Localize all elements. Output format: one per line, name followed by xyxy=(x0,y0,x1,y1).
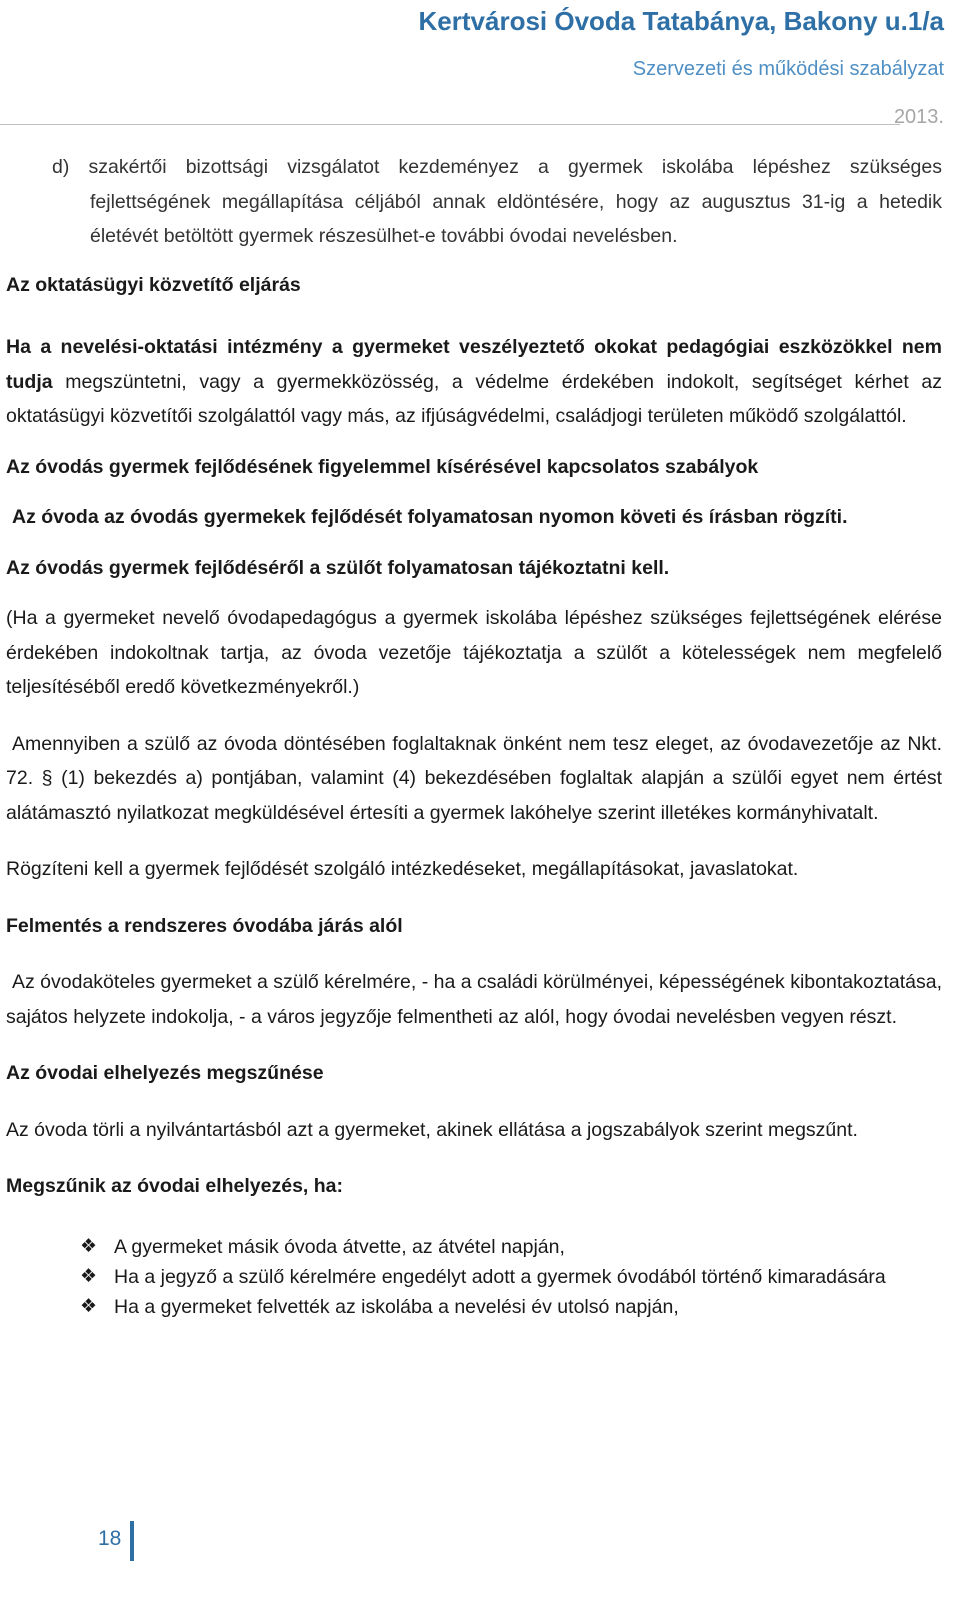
development-paragraph-1: (Ha a gyermeket nevelő óvodapedagógus a gyermek iskolába lépéshez szükséges fejlettségének elérése érdekében indokoltnak tartja, az óvoda vezetője tájékoztatja a szülőt a kötelességek nem megfelelő teljesítéséből eredő következményekről.) xyxy=(6,607,942,698)
diamond-bullet-icon: ❖ xyxy=(80,1235,98,1257)
heading-mediation: Az oktatásügyi közvetítő eljárás xyxy=(6,273,301,296)
termination-paragraph: Az óvoda törli a nyilvántartásból azt a gyermeket, akinek ellátása a jogszabályok szerint megszűnt. xyxy=(6,1118,858,1141)
heading-termination: Az óvodai elhelyezés megszűnése xyxy=(6,1062,324,1084)
development-bold-1: Az óvoda az óvodás gyermekek fejlődését folyamatosan nyomon követi és írásban rögzíti. xyxy=(12,506,848,528)
header-subtitle: Szervezeti és működési szabályzat xyxy=(632,58,944,80)
list-item xyxy=(6,1232,942,1262)
development-paragraph-2: Amennyiben a szülő az óvoda döntésében foglaltaknak önként nem tesz eleget, az óvodavezetője az Nkt. 72. § (1) bekezdés a) pontjában, valamint (4) bekezdésében foglaltak alapján a szülői egyet nem értést alátámasztó nyilatkozat megküldésével értesíti a gyermek lakóhelye szerint illetékes kormányhivatalt. xyxy=(6,732,942,824)
header-year: 2013. xyxy=(893,106,944,128)
heading-ends-if: Megszűnik az óvodai elhelyezés, ha: xyxy=(6,1175,344,1197)
header-divider xyxy=(0,124,900,125)
list-item xyxy=(6,1262,942,1292)
heading-exemption: Felmentés a rendszeres óvodába járás alól xyxy=(6,914,403,937)
list-item-d: d) szakértői bizottsági vizsgálatot kezdeményez a gyermek iskolába lépéshez szükséges fejlettségének megállapítása céljából annak eldöntésére, hogy az augusztus 31-ig a hetedik életévét betöltött gyermek részesülhet-e további óvodai nevelésben. xyxy=(52,156,942,247)
heading-development: Az óvodás gyermek fejlődésének figyelemmel kísérésével kapcsolatos szabályok xyxy=(6,455,759,478)
list-item xyxy=(6,1292,942,1322)
mediation-text: megszüntetni, vagy a gyermekközösség, a védelme érdekében indokolt, segítséget kérhet az oktatásügyi közvetítői szolgálattól vagy más, az ifjúságvédelmi, családjogi területen működő szolgálattól. xyxy=(6,370,942,427)
development-paragraph-3: Rögzíteni kell a gyermek fejlődését szolgáló intézkedéseket, megállapításokat, javaslatokat. xyxy=(6,858,799,880)
development-bold-2: Az óvodás gyermek fejlődéséről a szülőt folyamatosan tájékoztatni kell. xyxy=(6,556,670,579)
diamond-bullet-icon: ❖ xyxy=(80,1295,98,1317)
mediation-bold-text: Ha a nevelési-oktatási intézmény a gyermeket veszélyeztető okokat pedagógiai eszközökkel nem tudja xyxy=(6,336,942,393)
list-item-text: A gyermeket másik óvoda átvette, az átvétel napján, xyxy=(114,1235,565,1258)
page-number-bar xyxy=(130,1521,134,1561)
exemption-paragraph: Az óvodaköteles gyermeket a szülő kérelmére, - ha a családi körülményei, képességének kibontakoztatása, sajátos helyzete indokolja, - a város jegyzője felmentheti az alól, hogy óvodai nevelésben vegyen részt. xyxy=(6,971,942,1028)
document-body xyxy=(6,150,942,1322)
diamond-bullet-icon: ❖ xyxy=(80,1265,98,1287)
termination-conditions-list xyxy=(6,1232,942,1322)
page-number: 18 xyxy=(98,1527,122,1550)
list-item-text: Ha a jegyző a szülő kérelmére engedélyt adott a gyermek óvodából történő kimaradására xyxy=(114,1265,886,1288)
paragraph-mediation xyxy=(6,330,942,434)
list-item-text: Ha a gyermeket felvették az iskolába a nevelési év utolsó napján, xyxy=(114,1295,679,1318)
header-title: Kertvárosi Óvoda Tatabánya, Bakony u.1/a xyxy=(418,6,944,36)
